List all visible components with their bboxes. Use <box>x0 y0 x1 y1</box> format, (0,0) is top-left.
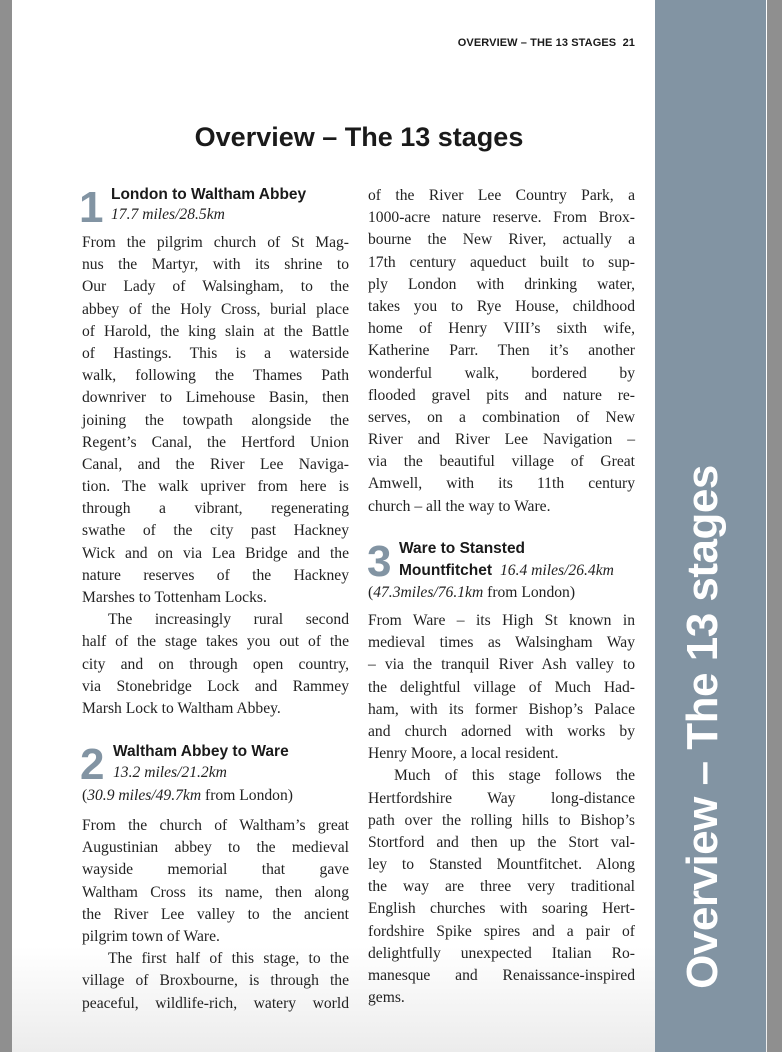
body-text-line: the River Lee valley to the ancient <box>82 905 349 923</box>
body-text-line: and church adorned with works by <box>368 722 635 740</box>
body-text-line: abbey of the Holy Cross, burial place <box>82 300 349 318</box>
body-text-line: The increasingly rural second <box>108 611 349 629</box>
stage-1-heading <box>79 183 352 232</box>
stage-2-number: 2 <box>80 740 105 789</box>
body-text-line: – via the tranquil River Ash valley to <box>368 656 635 674</box>
body-text-line: path over the rolling hills to Bishop’s <box>368 811 635 829</box>
body-text-line: ply London with drinking water, <box>368 275 635 293</box>
stage-3-title-line-2: Mountfitchet <box>399 562 492 579</box>
body-text-line: nature reserves of the Hackney <box>82 566 349 584</box>
side-tab-label: Overview – The 13 stages <box>678 465 727 989</box>
body-text-line: Wick and on via Lea Bridge and the <box>82 544 349 562</box>
stage-3-cumulative-distance: 47.3miles/76.1km <box>373 584 484 601</box>
body-text-line: tion. The walk upriver from here is <box>82 478 349 496</box>
stage-3-cumulative: (47.3miles/76.1km from London) <box>368 584 576 601</box>
body-text-line: Henry Moore, a local resident. <box>368 745 559 763</box>
body-text-line: From Ware – its High St known in <box>368 612 635 629</box>
body-text-line: fordshire Spike spires and a pair of <box>368 922 635 940</box>
body-text-line: of the River Lee Country Park, a <box>368 187 635 204</box>
stage-1-body <box>82 232 349 720</box>
stage-1-number: 1 <box>79 183 104 232</box>
body-text-line: Marsh Lock to Waltham Abbey. <box>82 699 281 717</box>
body-text-line: half of the stage takes you out of the <box>82 633 349 651</box>
body-text-line: wayside memorial that gave <box>82 861 349 879</box>
body-text-line: manesque and Renaissance-inspired <box>368 967 635 984</box>
stage-3-heading <box>367 537 648 606</box>
body-text-line: Amwell, with its 11th century <box>368 475 635 493</box>
stage-2-title: Waltham Abbey to Ware <box>113 743 289 760</box>
body-text-line: pilgrim town of Ware. <box>82 927 220 945</box>
stage-2-body-left <box>82 815 349 1015</box>
body-text-line: of Harold, the king slain at the Battle <box>82 322 349 340</box>
body-text-line: through a vibrant, regenerating <box>82 500 349 518</box>
body-text-line: delightfully unexpected Italian Ro- <box>368 944 635 962</box>
body-text-line: wonderful walk, bordered by <box>368 364 635 382</box>
body-text-line: Augustinian abbey to the medieval <box>82 839 349 857</box>
body-text-line: joining the towpath alongside the <box>82 411 349 429</box>
stage-1-title: London to Waltham Abbey <box>111 186 307 203</box>
body-text-line: Katherine Parr. Then it’s another <box>368 342 635 360</box>
body-text-line: peaceful, wildlife-rich, watery world <box>82 994 349 1012</box>
stage-3-title-line-1: Ware to Stansted <box>399 540 526 557</box>
body-text-line: ley to Stansted Mountfitchet. Along <box>368 856 635 874</box>
stage-2-heading <box>80 740 352 809</box>
body-text-line: church – all the way to Ware. <box>368 497 551 515</box>
stage-1-distance: 17.7 miles/28.5km <box>111 206 225 223</box>
body-text-line: of Hastings. This is a waterside <box>82 344 349 362</box>
body-text-line: Marshes to Tottenham Locks. <box>82 589 267 606</box>
body-text-line: village of Broxbourne, is through the <box>82 972 349 990</box>
body-text-line: the way are three very traditional <box>368 878 635 896</box>
body-text-line: ham, with its former Bishop’s Palace <box>368 700 635 718</box>
body-text-line: flooded gravel pits and nature re- <box>368 386 635 404</box>
stage-2-cumulative-suffix: from London <box>205 787 288 804</box>
body-text-line: Stortford and then up the Stort val- <box>368 833 635 851</box>
stage-3-cumulative-suffix: from London <box>487 584 570 601</box>
page-title: Overview – The 13 stages <box>194 122 524 152</box>
body-text-line: city and on through open country, <box>82 655 349 673</box>
body-text-line: serves, on a combination of New <box>368 408 635 426</box>
body-text-line: via the beautiful village of Great <box>368 453 635 471</box>
body-text-line: Hertfordshire Way long-distance <box>368 789 635 807</box>
body-text-line: Regent’s Canal, the Hertford Union <box>82 433 349 451</box>
page-number: 21 <box>622 37 635 49</box>
body-text-line: Much of this stage follows the <box>394 767 635 785</box>
running-head <box>458 37 635 49</box>
stage-2-cumulative: (30.9 miles/49.7km from London) <box>82 787 293 804</box>
stage-3-number: 3 <box>367 537 392 586</box>
body-text-line: Canal, and the River Lee Naviga- <box>82 455 349 473</box>
body-text-line: bourne the New River, actually a <box>368 231 635 249</box>
body-text-line: River and River Lee Navigation – <box>368 431 635 449</box>
stage-2-distance: 13.2 miles/21.2km <box>113 764 227 781</box>
body-text-line: via Stonebridge Lock and Rammey <box>82 677 349 695</box>
body-text-line: 17th century aqueduct built to sup- <box>368 253 635 271</box>
body-text-line: walk, following the Thames Path <box>82 367 349 385</box>
body-text-line: Waltham Cross its name, then along <box>82 883 349 901</box>
stage-2-body-right <box>368 185 635 518</box>
body-text-line: 1000-acre nature reserve. From Brox- <box>368 209 635 227</box>
body-text-line: the delightful village of Much Had- <box>368 678 635 696</box>
stage-3-body <box>368 610 635 1009</box>
body-text-line: takes you to Rye House, childhood <box>368 297 635 315</box>
body-text-line: medieval times as Walsingham Way <box>368 634 635 652</box>
body-text-line: home of Henry VIII’s sixth wife, <box>368 320 635 338</box>
stage-3-title-line-2-row <box>399 562 614 580</box>
body-text-line: English churches with soaring Hert- <box>368 900 635 918</box>
body-text-line: nus the Martyr, with its shrine to <box>82 256 349 274</box>
running-head-title: OVERVIEW – THE 13 STAGES <box>457 37 617 49</box>
body-text-line: From the pilgrim church of St Mag- <box>82 234 349 251</box>
stage-3-distance: 16.4 miles/26.4km <box>499 562 614 579</box>
body-text-line: gems. <box>368 989 405 1007</box>
body-text-line: From the church of Waltham’s great <box>82 817 349 834</box>
stage-2-cumulative-distance: 30.9 miles/49.7km <box>87 787 202 804</box>
body-text-line: Our Lady of Walsingham, to the <box>82 278 349 296</box>
body-text-line: downriver to Limehouse Basin, then <box>82 389 349 407</box>
body-text-line: The first half of this stage, to the <box>108 950 349 968</box>
body-text-line: swathe of the city past Hackney <box>82 522 349 540</box>
